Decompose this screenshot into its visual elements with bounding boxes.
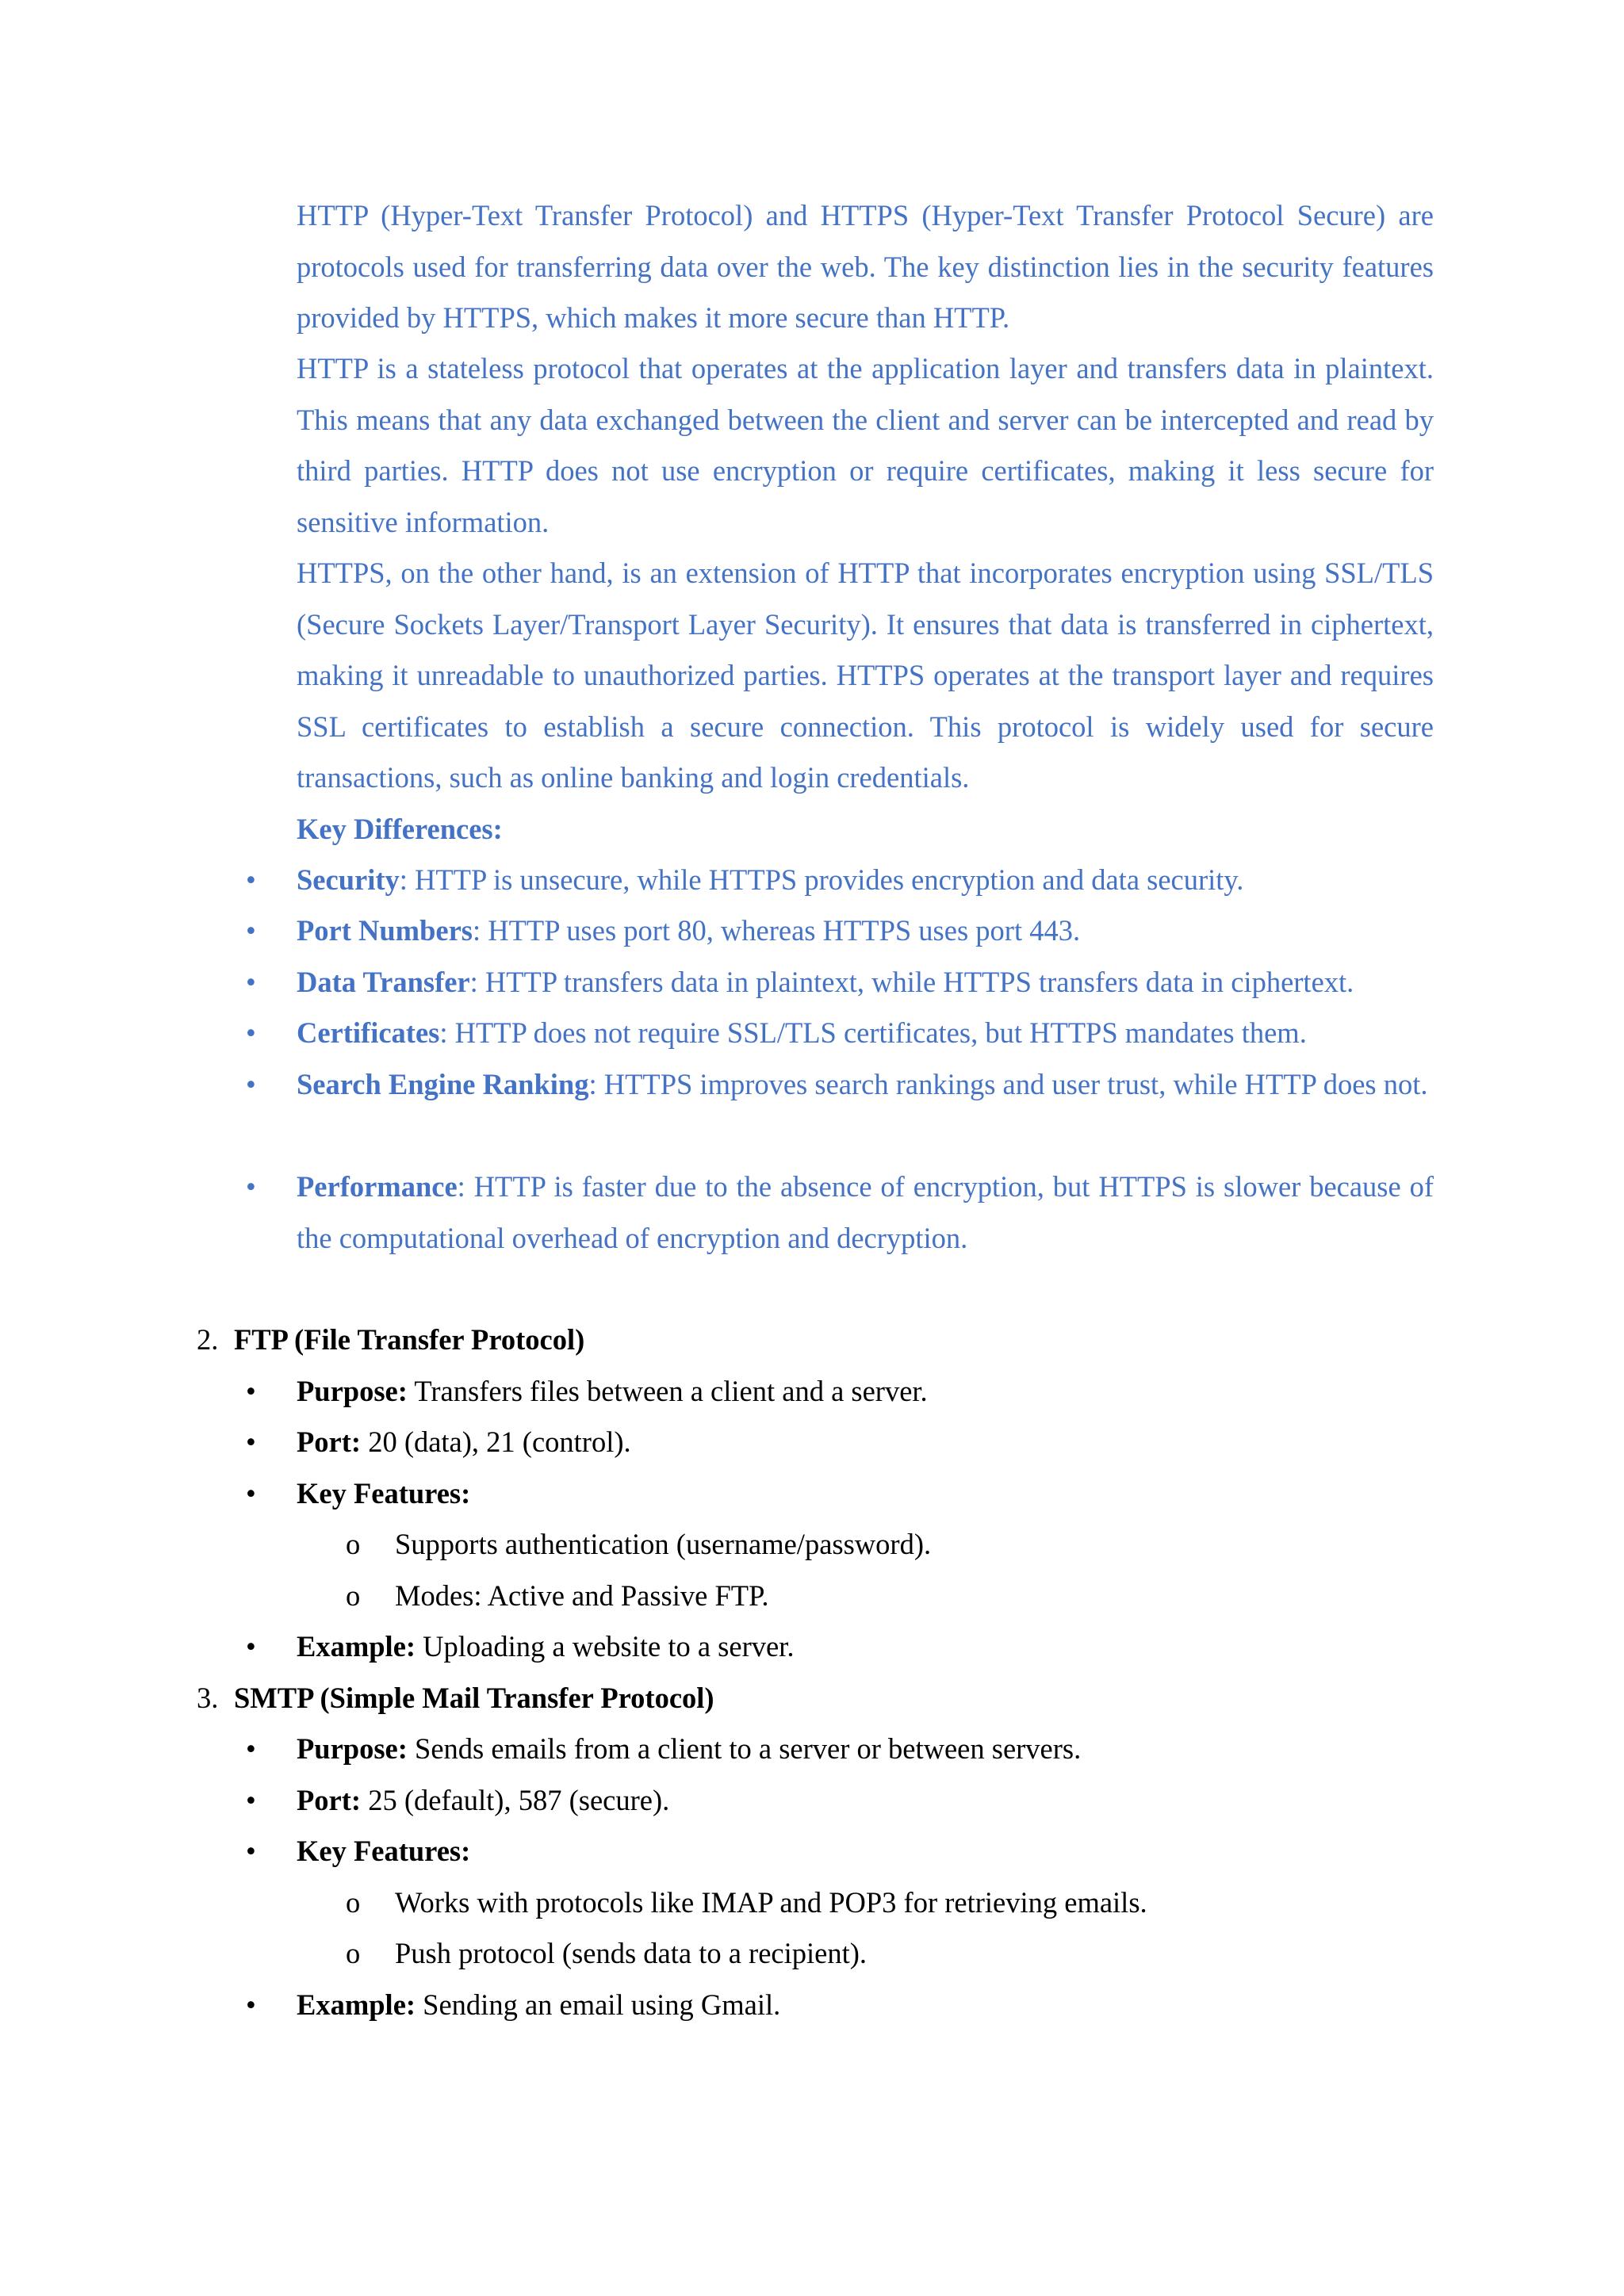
item-text: Sending an email using Gmail.: [416, 1988, 781, 2021]
item-label: Purpose:: [297, 1732, 408, 1765]
difference-text: : HTTP is faster due to the absence of encryption, but HTTPS is slower because of the computational overhead of encryption and decryption.: [297, 1170, 1434, 1254]
item-label: Port:: [297, 1784, 362, 1816]
item-label: Example:: [297, 1988, 416, 2021]
bullet-icon: •: [246, 1068, 256, 1100]
section-number: 3.: [197, 1682, 219, 1714]
bullet-icon: •: [246, 1988, 256, 2021]
difference-text: : HTTPS improves search rankings and user trust, while HTTP does not.: [588, 1068, 1428, 1100]
difference-text: : HTTP transfers data in plaintext, while HTTPS transfers data in ciphertext.: [469, 966, 1354, 998]
item-text: 25 (default), 587 (secure).: [361, 1784, 670, 1816]
sub-item-text: Modes: Active and Passive FTP.: [395, 1579, 769, 1612]
difference-text: : HTTP does not require SSL/TLS certificates, but HTTPS mandates them.: [439, 1016, 1307, 1049]
bullet-icon: •: [246, 863, 256, 896]
item-label: Key Features:: [297, 1477, 471, 1510]
bullet-icon: •: [246, 1784, 256, 1816]
item-text: Sends emails from a client to a server or between servers.: [407, 1732, 1082, 1765]
difference-term: Performance: [297, 1170, 458, 1203]
intro-paragraph-2: HTTP is a stateless protocol that operates at the application layer and transfers data in plaintext. This means that any data exchanged between the client and server can be intercepted and read by third parties. HTTP does not use encryption or require certificates, making it less secure for sensitive information.: [297, 352, 1434, 538]
bullet-icon: •: [246, 966, 256, 998]
sub-bullet-icon: o: [346, 1937, 361, 1969]
bullet-icon: •: [246, 1477, 256, 1510]
item-label: Key Features:: [297, 1835, 471, 1867]
bullet-icon: •: [246, 914, 256, 947]
section-title: FTP (File Transfer Protocol): [234, 1323, 585, 1356]
section-number: 2.: [197, 1323, 219, 1356]
bullet-icon: •: [246, 1630, 256, 1663]
sub-bullet-icon: o: [346, 1579, 361, 1612]
sub-item-text: Push protocol (sends data to a recipient).: [395, 1937, 867, 1969]
sub-item-text: Supports authentication (username/password).: [395, 1528, 932, 1560]
difference-term: Data Transfer: [297, 966, 470, 998]
bullet-icon: •: [246, 1835, 256, 1867]
bullet-icon: •: [246, 1375, 256, 1407]
difference-text: : HTTP uses port 80, whereas HTTPS uses port 443.: [473, 914, 1081, 947]
difference-term: Security: [297, 863, 400, 896]
item-label: Purpose:: [297, 1375, 408, 1407]
item-text: Transfers files between a client and a server.: [407, 1375, 928, 1407]
bullet-icon: •: [246, 1732, 256, 1765]
difference-term: Search Engine Ranking: [297, 1068, 589, 1100]
difference-term: Certificates: [297, 1016, 440, 1049]
difference-text: : HTTP is unsecure, while HTTPS provides encryption and data security.: [399, 863, 1244, 896]
item-label: Example:: [297, 1630, 416, 1663]
bullet-icon: •: [246, 1016, 256, 1049]
section-title: SMTP (Simple Mail Transfer Protocol): [234, 1682, 714, 1714]
item-text: Uploading a website to a server.: [416, 1630, 795, 1663]
item-label: Port:: [297, 1425, 362, 1458]
sub-item-text: Works with protocols like IMAP and POP3 for retrieving emails.: [395, 1886, 1147, 1919]
bullet-icon: •: [246, 1425, 256, 1458]
sub-bullet-icon: o: [346, 1886, 361, 1919]
intro-paragraph-1: HTTP (Hyper-Text Transfer Protocol) and HTTPS (Hyper-Text Transfer Protocol Secure) are protocols used for transferring data over the web. The key distinction lies in the security features provided by HTTPS, which makes it more secure than HTTP.: [297, 199, 1434, 334]
bullet-icon: •: [246, 1170, 256, 1203]
sub-bullet-icon: o: [346, 1528, 361, 1560]
key-differences-heading: Key Differences:: [297, 813, 503, 845]
intro-paragraph-3: HTTPS, on the other hand, is an extension of HTTP that incorporates encryption using SSL/TLS (Secure Sockets Layer/Transport Layer Security). It ensures that data is transferred in ciphertext, making it unreadable to unauthorized parties. HTTPS operates at the transport layer and requires SSL certificates to establish a secure connection. This protocol is widely used for secure transactions, such as online banking and login credentials.: [297, 557, 1434, 794]
difference-term: Port Numbers: [297, 914, 473, 947]
item-text: 20 (data), 21 (control).: [361, 1425, 631, 1458]
